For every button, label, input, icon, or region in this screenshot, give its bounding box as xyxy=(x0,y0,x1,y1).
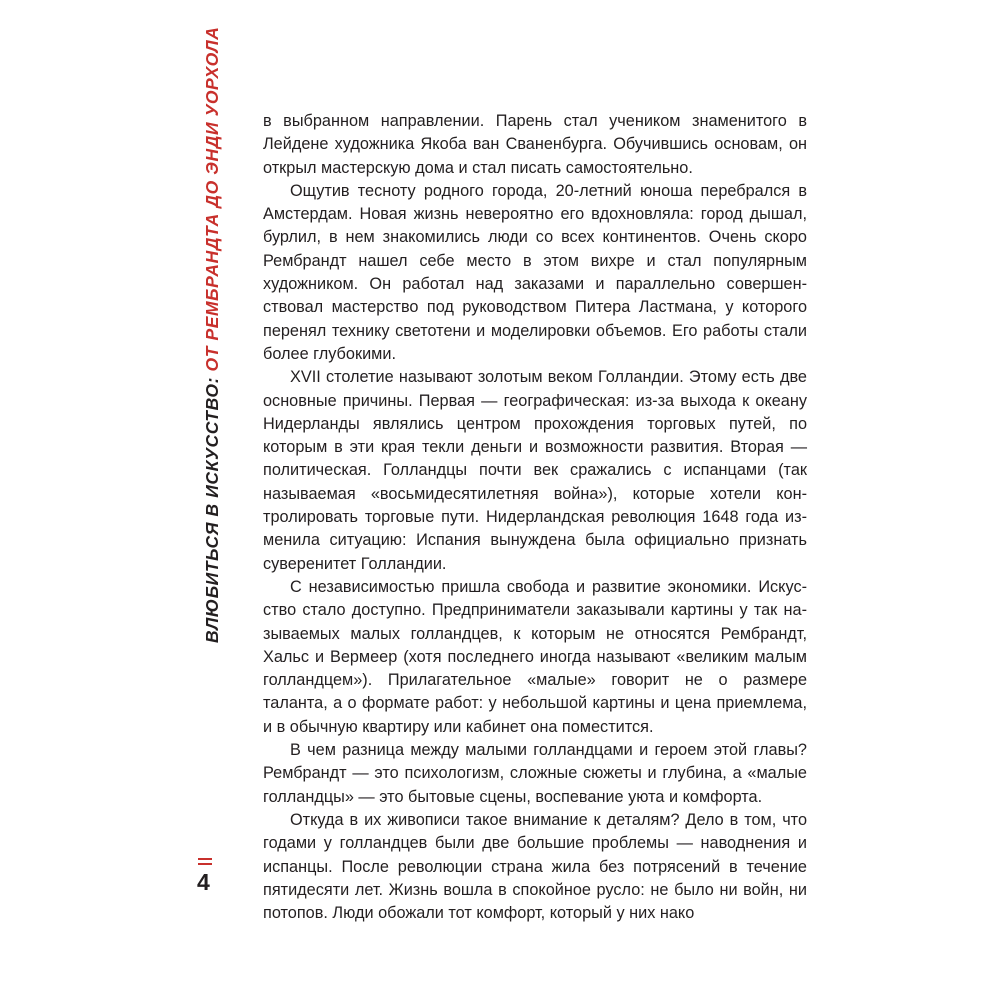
paragraph: Ощутив тесноту родного города, 20-летний юноша перебрался в Амстердам. Новая жизнь невероятно его вдохновляла: город дышал, бурлил, в нем знакомились люди со всех континентов. Очень скоро Рембрандт нашел себе место в этом вихре и стал популярным художником. Он работал над заказами и параллельно совершенствовал мастерство под руководством Питера Ластмана, у которого перенял технику светотени и моделировки объемов. Его работы стали более глубокими. xyxy=(263,181,807,363)
running-head xyxy=(200,26,224,643)
page-number: 4 xyxy=(197,869,210,895)
paragraph: в выбранном направлении. Парень стал учеником знаменитого в Лейдене художника Якоба ван Сваненбурга. Обучившись основам, он открыл мастерскую дома и стал писать самостоятельно. xyxy=(263,112,807,177)
paragraph: XVII столетие называют золотым веком Голландии. Этому есть две основные причины. Первая — географическая: из-за выхода к океану Нидерланды являлись центром прохождения торговых путей, по которым в эти края текли деньги и возможности развития. Вторая — политическая. Голландцы почти век сражались с испанцами (так называемая «восьмидесятилетняя война»), которые хотели контролировать торговые пути. Нидерландская революция 1648 года изменила ситуацию: Испания вынуждена была официально признать суверенитет Голландии. xyxy=(263,368,807,573)
paragraph: В чем разница между малыми голландцами и героем этой главы? Рембрандт — это психологизм, сложные сюжеты и глубина, а «малые голландцы» — это бытовые сцены, воспевание уюта и комфорта. xyxy=(263,741,807,806)
folio-rule-bottom xyxy=(198,863,212,865)
running-head-book-title: ВЛЮБИТЬСЯ В ИСКУССТВО: xyxy=(202,376,222,643)
paragraph: С независимостью пришла свобода и развитие экономики. Искусство стало доступно. Предприниматели заказывали картины у так называемых малых голландцев, к которым не относятся Рембрандт, Хальс и Вермеер (хотя последнего иногда называют «великим малым голландцем»). Прилагательное «малые» говорит не о размере таланта, а о формате работ: у небольшой картины и цена приемлема, и в обычную квартиру или кабинет она поместится. xyxy=(263,577,807,736)
paragraph: Откуда в их живописи такое внимание к деталям? Дело в том, что годами у голландцев были две большие проблемы — наводнения и испанцы. После революции страна жила без потрясений в течение пятидесяти лет. Жизнь вошла в спокойное русло: не было ни войн, ни потопов. Люди обожали тот комфорт, который у них нако xyxy=(263,810,807,923)
folio-rule-top xyxy=(198,858,212,860)
running-head-chapter-title: ОТ РЕМБРАНДТА ДО ЭНДИ УОРХОЛА xyxy=(202,26,222,372)
body-text xyxy=(263,110,807,925)
